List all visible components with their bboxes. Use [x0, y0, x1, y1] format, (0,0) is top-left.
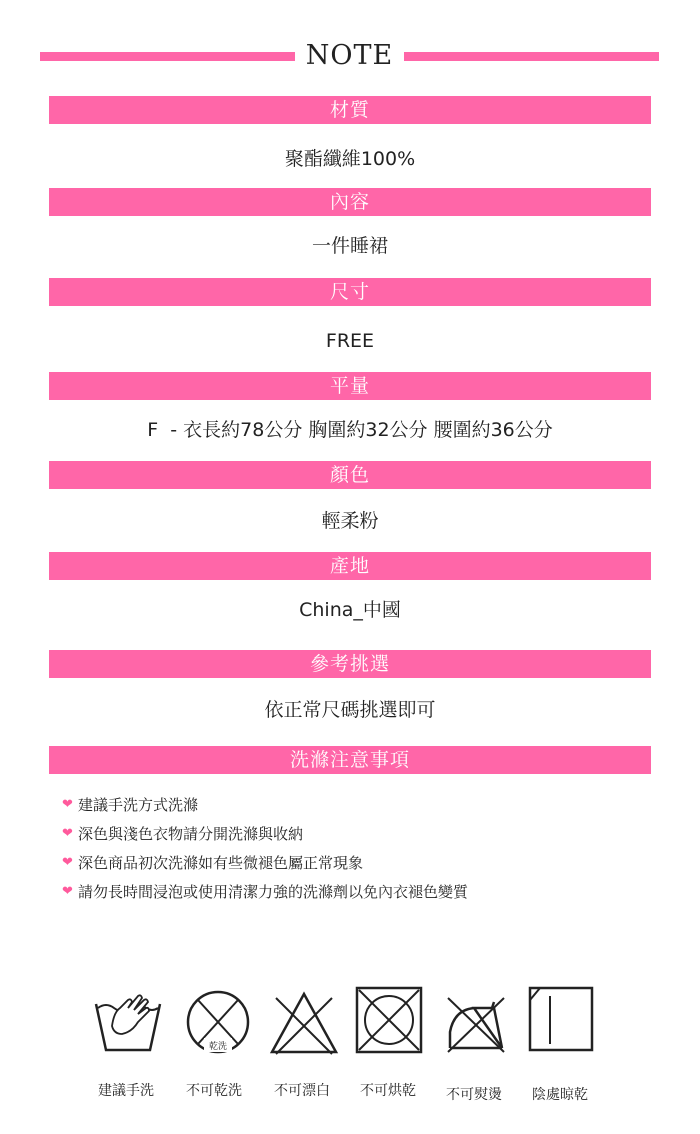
- care-label-shade-dry: 陰處晾乾: [532, 1087, 588, 1103]
- care-item: [62, 790, 662, 819]
- no-iron-icon: [444, 986, 508, 1058]
- heart-icon: ❤: [62, 883, 73, 899]
- section-header-color: 顏色: [49, 461, 651, 489]
- hand-wash-icon: [92, 986, 164, 1058]
- section-header-material: 材質: [49, 96, 651, 124]
- section-value-origin: China_中國: [299, 599, 401, 621]
- no-bleach-icon: [268, 986, 340, 1058]
- no-dry-clean-icon: [184, 986, 252, 1058]
- section-value-measurements: F - 衣長約78公分 胸圍約32公分 腰圍約36公分: [147, 419, 553, 441]
- care-label-no-bleach: 不可漂白: [274, 1083, 330, 1099]
- section-value-content: 一件睡裙: [311, 235, 388, 257]
- heart-icon: ❤: [62, 825, 73, 841]
- care-item: [62, 877, 662, 906]
- care-label-no-dry-clean: 不可乾洗: [186, 1083, 242, 1099]
- section-header-size: 尺寸: [49, 278, 651, 306]
- section-value-fit-guide: 依正常尺碼挑選即可: [264, 699, 436, 721]
- no-tumble-dry-icon: [355, 986, 423, 1054]
- section-value-material: 聚酯纖維100%: [284, 148, 416, 170]
- care-label-no-tumble-dry: 不可烘乾: [360, 1083, 416, 1099]
- section-header-measurements: 平量: [49, 372, 651, 400]
- care-item-text: 深色與淺色衣物請分開洗滌與收納: [78, 824, 304, 843]
- heart-icon: ❤: [62, 854, 73, 870]
- dry-clean-text: 乾洗: [208, 1042, 227, 1052]
- note-title-row: [40, 40, 659, 74]
- heart-icon: ❤: [62, 796, 73, 812]
- care-item: [62, 819, 662, 848]
- care-item: [62, 848, 662, 877]
- shade-dry-icon: [528, 986, 594, 1054]
- section-header-content: 內容: [49, 188, 651, 216]
- care-list: [62, 790, 662, 906]
- section-header-fit-guide: 參考挑選: [49, 650, 651, 678]
- care-item-text: 請勿長時間浸泡或使用清潔力強的洗滌劑以免內衣褪色變質: [78, 882, 469, 901]
- care-label-no-iron: 不可熨燙: [446, 1087, 502, 1103]
- care-item-text: 深色商品初次洗滌如有些微褪色屬正常現象: [78, 853, 364, 872]
- care-item-text: 建議手洗方式洗滌: [78, 795, 199, 814]
- page-title: NOTE: [305, 40, 394, 71]
- section-value-color: 輕柔粉: [321, 510, 379, 532]
- care-label-hand-wash: 建議手洗: [98, 1083, 154, 1099]
- section-header-origin: 產地: [49, 552, 651, 580]
- section-header-care: 洗滌注意事項: [49, 746, 651, 774]
- care-symbols: [80, 986, 620, 1106]
- section-value-size: FREE: [325, 330, 375, 352]
